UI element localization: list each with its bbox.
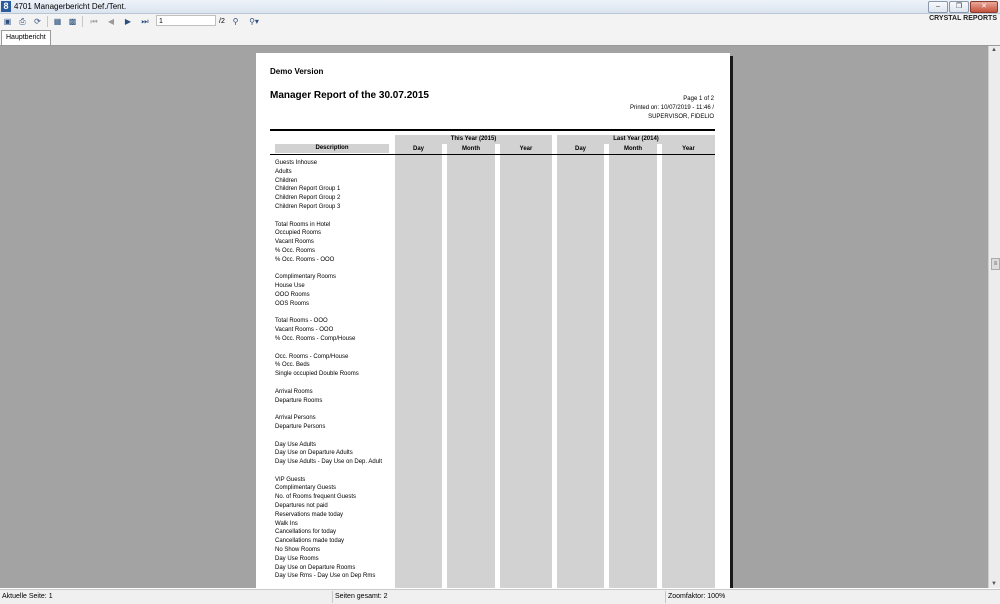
- tab-hauptbericht[interactable]: Hauptbericht: [1, 30, 51, 45]
- col-header: Month: [462, 146, 480, 152]
- scroll-up-icon[interactable]: ▲: [991, 47, 997, 53]
- report-row: [275, 212, 405, 221]
- report-row: % Occ. Rooms - OOO: [275, 256, 335, 263]
- report-row: Complimentary Rooms: [275, 274, 337, 281]
- report-row: Occ. Rooms - Comp/House: [275, 353, 349, 360]
- report-row: [275, 309, 405, 318]
- column-header-rule: [270, 154, 715, 155]
- col-header: Day: [412, 146, 424, 152]
- report-row: Day Use Rooms: [275, 555, 319, 562]
- report-row: Departures not paid: [275, 503, 328, 510]
- report-row: Cancellations for today: [275, 529, 337, 536]
- page-info: Page 1 of 2: [683, 96, 714, 102]
- report-row: [275, 432, 405, 441]
- report-row: % Occ. Beds: [275, 362, 310, 369]
- page-total: /2: [219, 18, 225, 25]
- group-tree-icon[interactable]: ▦: [53, 17, 62, 26]
- report-row: OOO Rooms: [275, 291, 310, 298]
- toolbar: [0, 14, 1000, 29]
- crystal-reports-logo: CRYSTAL REPORTS: [929, 15, 997, 22]
- report-viewer[interactable]: [0, 46, 988, 588]
- next-page-icon[interactable]: ▶: [124, 17, 132, 26]
- window-title: 4701 Managerbericht Def./Tent.: [14, 2, 127, 11]
- column-last-day: [557, 144, 604, 588]
- current-page-status: Aktuelle Seite: 1: [2, 593, 53, 600]
- report-row: [275, 379, 405, 388]
- last-page-icon[interactable]: ⏭: [141, 17, 149, 26]
- printed-by: SUPERVISOR, FIDELIO: [648, 114, 714, 120]
- report-row: No. of Rooms frequent Guests: [275, 494, 357, 501]
- report-row: [275, 405, 405, 414]
- report-row: Guests Inhouse: [275, 160, 318, 166]
- report-row: Departure Persons: [275, 423, 326, 430]
- export-icon[interactable]: ▣: [3, 17, 12, 26]
- tab-strip: [0, 29, 1000, 46]
- report-row: House Use: [275, 283, 305, 290]
- description-header: Description: [275, 144, 389, 153]
- column-last-month: [609, 144, 657, 588]
- description-list: [275, 159, 405, 581]
- report-row: Day Use Rms - Day Use on Dep Rms: [275, 573, 376, 580]
- report-row: [275, 467, 405, 476]
- report-row: Arrival Rooms: [275, 388, 313, 395]
- refresh-icon[interactable]: ⟳: [34, 17, 41, 26]
- report-row: Departure Rooms: [275, 397, 323, 404]
- report-row: OOS Rooms: [275, 300, 310, 307]
- find-icon[interactable]: ⚲: [232, 17, 239, 26]
- zoom-icon[interactable]: ⚲▾: [249, 17, 259, 26]
- column-this-year: [500, 144, 552, 588]
- report-row: Walk Ins: [275, 520, 298, 527]
- status-bar: [0, 589, 1000, 604]
- report-row: Occupied Rooms: [275, 230, 322, 237]
- column-last-year: [662, 144, 715, 588]
- last-year-header: Last Year (2014): [557, 135, 715, 144]
- report-row: Total Rooms - OOO: [275, 318, 328, 325]
- page-number-input[interactable]: 1: [156, 15, 216, 26]
- report-page: [256, 53, 730, 588]
- print-icon[interactable]: ⎙: [19, 17, 26, 26]
- report-row: Adults: [275, 168, 292, 175]
- report-row: Arrival Persons: [275, 415, 316, 422]
- this-year-header: This Year (2015): [395, 135, 552, 144]
- report-row: Day Use Adults: [275, 441, 317, 448]
- report-row: Vacant Rooms: [275, 239, 314, 246]
- col-header: Month: [624, 146, 642, 152]
- zoom-status: Zoomfaktor: 100%: [668, 593, 726, 600]
- restore-button[interactable]: ❐: [949, 1, 969, 13]
- report-row: Children Report Group 1: [275, 186, 341, 193]
- report-row: Single occupied Double Rooms: [275, 371, 359, 378]
- total-pages-status: Seiten gesamt: 2: [335, 593, 388, 600]
- column-this-month: [447, 144, 495, 588]
- report-row: Vacant Rooms - OOO: [275, 327, 334, 334]
- report-row: [275, 265, 405, 274]
- demo-label: Demo Version: [270, 67, 324, 76]
- report-row: Cancellations made today: [275, 538, 345, 545]
- report-title: Manager Report of the 30.07.2015: [270, 90, 429, 101]
- report-row: Children: [275, 177, 298, 184]
- printed-on: Printed on: 10/07/2019 - 11:46 /: [630, 105, 714, 111]
- first-page-icon[interactable]: ⏮: [90, 17, 98, 26]
- report-row: No Show Rooms: [275, 547, 321, 554]
- report-row: % Occ. Rooms: [275, 247, 316, 254]
- report-row: Reservations made today: [275, 511, 344, 518]
- minimize-button[interactable]: –: [928, 1, 948, 13]
- report-row: % Occ. Rooms - Comp/House: [275, 335, 356, 342]
- col-header: Year: [682, 146, 695, 152]
- main-report-icon[interactable]: ▩: [68, 17, 77, 26]
- header-rule: [270, 129, 715, 131]
- close-button[interactable]: ✕: [970, 1, 998, 13]
- scroll-down-icon[interactable]: ▼: [991, 581, 997, 587]
- title-bar: [0, 0, 1000, 14]
- report-row: Day Use on Departure Adults: [275, 450, 353, 457]
- scroll-thumb[interactable]: ≡: [991, 258, 1000, 270]
- report-row: Day Use on Departure Rooms: [275, 564, 356, 571]
- report-row: VIP Guests: [275, 476, 306, 483]
- report-row: [275, 344, 405, 353]
- report-row: Complimentary Guests: [275, 485, 337, 492]
- report-row: Children Report Group 3: [275, 203, 341, 210]
- previous-page-icon[interactable]: ◀: [107, 17, 115, 26]
- report-row: Total Rooms in Hotel: [275, 221, 331, 228]
- col-header: Year: [519, 146, 533, 152]
- vertical-scrollbar[interactable]: [988, 46, 1000, 588]
- report-row: Children Report Group 2: [275, 195, 341, 202]
- col-header: Day: [574, 146, 586, 152]
- report-row: Day Use Adults - Day Use on Dep. Adult: [275, 459, 383, 466]
- app-icon: 8: [1, 1, 11, 12]
